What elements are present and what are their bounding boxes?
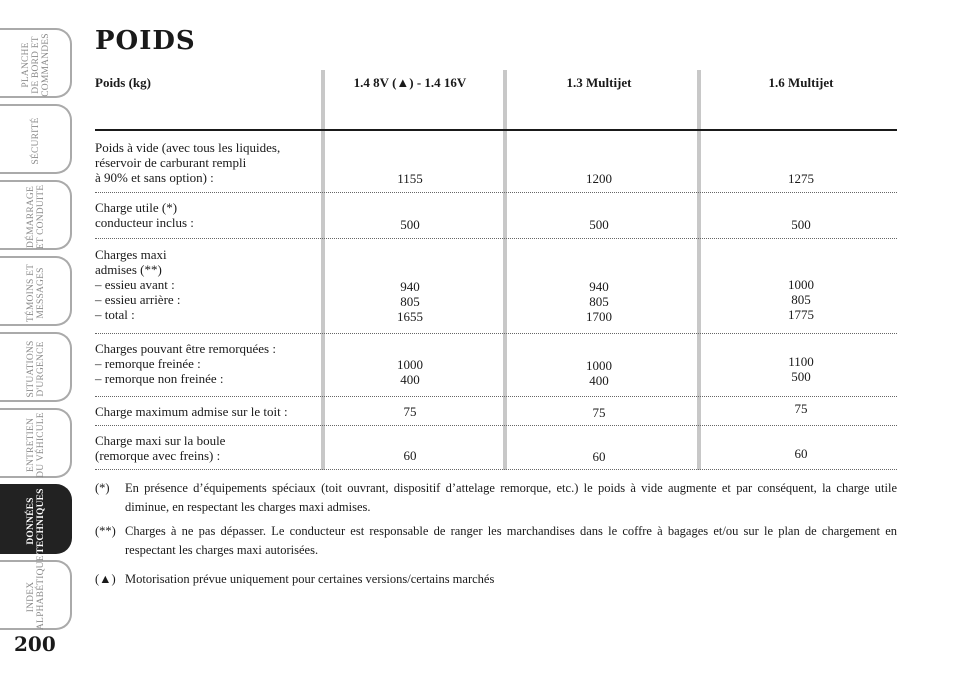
footnote-text: Charges à ne pas dépasser. Le conducteur est responsable de ranger les marchandises dans le coffre à bagages et/ou sur le plan de chargement en respectant les charges maxi autorisées. xyxy=(125,524,897,557)
table-cell: 75 xyxy=(794,401,808,416)
tab-temoins[interactable] xyxy=(0,256,72,326)
table-row-label: Poids à vide (avec tous les liquides, réservoir de carburant rempli à 90% et sans option) : xyxy=(95,140,281,185)
tab-securite[interactable] xyxy=(0,104,72,174)
table-row-label: Charge maxi sur la boule (remorque avec freins) : xyxy=(95,433,226,463)
table-cell: 1275 xyxy=(788,171,814,186)
row-divider xyxy=(95,425,897,426)
table-row-label: Charges maxi admises (**) – essieu avant : – essieu arrière : – total : xyxy=(95,247,181,322)
table-header-engine-1: 1.4 8V (▲) - 1.4 16V xyxy=(353,75,467,90)
table-cell: 1155 xyxy=(397,171,423,186)
tab-label: DÉMARRAGE ET CONDUITE xyxy=(26,184,46,250)
tab-label: SITUATIONS D'URGENCE xyxy=(26,340,46,398)
footnote-mark: (▲) xyxy=(95,572,116,586)
table-cell: 500 xyxy=(400,217,420,232)
table-cell: 500 xyxy=(589,217,609,232)
tab-demarrage[interactable] xyxy=(0,180,72,250)
table-cell: 1200 xyxy=(586,171,612,186)
footnote-1 xyxy=(95,479,897,517)
footnote-3 xyxy=(95,570,897,589)
row-divider xyxy=(95,333,897,334)
tab-label: SÉCURITÉ xyxy=(31,117,41,165)
table-header-engine-2: 1.3 Multijet xyxy=(566,75,632,90)
table-cell: 60 xyxy=(794,446,808,461)
table-cell: 500 xyxy=(791,217,811,232)
footnote-mark: (**) xyxy=(95,524,116,538)
table-cell: 75 xyxy=(403,404,417,419)
row-divider xyxy=(95,469,897,470)
table-cell: 60 xyxy=(592,449,606,464)
header-rule xyxy=(95,129,897,131)
footnote-mark: (*) xyxy=(95,481,110,495)
tab-entretien[interactable] xyxy=(0,408,72,478)
table-cell: 940 805 1700 xyxy=(586,279,612,324)
tab-situations[interactable] xyxy=(0,332,72,402)
table-cell: 1100 500 xyxy=(788,354,814,384)
table-row-label: Charge maximum admise sur le toit : xyxy=(95,404,288,419)
tab-label: DONNÉES TECHNIQUES xyxy=(26,488,46,554)
tab-index[interactable] xyxy=(0,555,72,630)
tab-label: PLANCHE DE BORD ET COMMANDES xyxy=(21,33,51,97)
table-row-label: Charges pouvant être remorquées : – remorque freinée : – remorque non freinée : xyxy=(95,341,276,386)
table-cell: 1000 400 xyxy=(586,358,612,388)
footnote-text: Motorisation prévue uniquement pour certaines versions/certains marchés xyxy=(125,572,495,586)
tab-label: ENTRETIEN DU VÉHICULE xyxy=(26,412,46,478)
page-title: POIDS xyxy=(95,26,196,56)
row-divider xyxy=(95,396,897,397)
row-divider xyxy=(95,192,897,193)
table-cell: 60 xyxy=(403,448,417,463)
table-row-label: Charge utile (*) conducteur inclus : xyxy=(95,200,194,230)
tab-label: INDEX ALPHABÉTIQUE xyxy=(26,555,46,630)
table-cell: 75 xyxy=(592,405,606,420)
page-number: 200 xyxy=(14,632,56,656)
table-header-engine-3: 1.6 Multijet xyxy=(768,75,834,90)
tab-label: TÉMOINS ET MESSAGES xyxy=(26,263,46,323)
row-divider xyxy=(95,238,897,239)
tab-donnees-techniques[interactable] xyxy=(0,484,72,554)
table-cell: 940 805 1655 xyxy=(397,279,423,324)
footnote-2 xyxy=(95,522,897,560)
tab-planche-de-bord[interactable] xyxy=(0,28,72,98)
table-cell: 1000 805 1775 xyxy=(788,277,814,322)
footnote-text: En présence d’équipements spéciaux (toit ouvrant, dispositif d’attelage remorque, etc.) le poids à vide augmente et par conséquent, la charge utile diminue, en respectant les charges maxi admises. xyxy=(125,481,897,514)
table-header-label: Poids (kg) xyxy=(95,75,151,90)
table-cell: 1000 400 xyxy=(397,357,423,387)
